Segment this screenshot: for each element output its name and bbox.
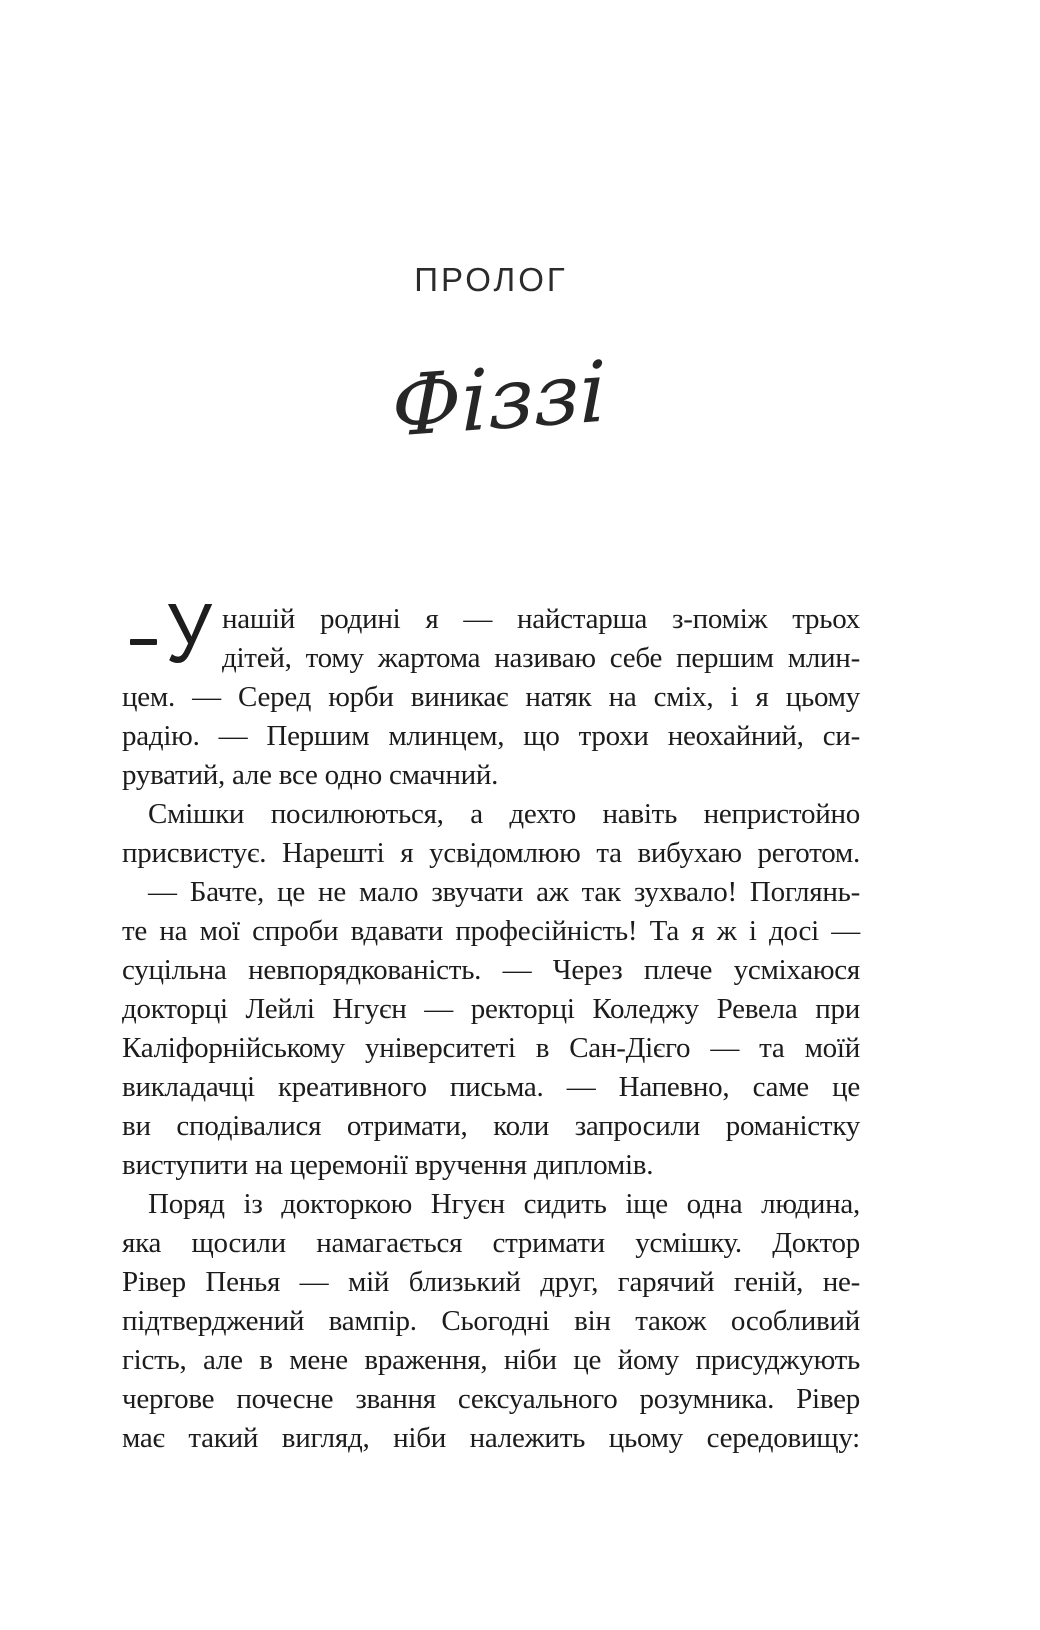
text-line: руватий, але все одно смачний. [122,759,499,791]
paragraph [122,795,860,873]
text-line: гість, але в мене враження, ніби це йому присуджують [122,1344,860,1376]
text-line: радію. — Першим млинцем, що трохи неохайний, си- [122,720,860,752]
text-line: Каліфорнійському університеті в Сан-Дієго — та моїй [122,1032,860,1064]
text-line: має такий вигляд, ніби належить цьому середовищу: [122,1422,860,1454]
text-line: цем. — Серед юрби виникає натяк на сміх, і я цьому [122,681,860,713]
text-line: суцільна невпорядкованість. — Через плече усміхаюся [122,954,860,986]
dialogue-dash [130,639,157,645]
text-line: нашій родині я — найстарша з-поміж трьох [222,603,860,635]
dropcap-block [122,586,222,680]
text-line: чергове почесне звання сексуального розумника. Рівер [122,1383,860,1415]
text-line: ви сподівалися отримати, коли запросили романістку [122,1110,860,1142]
text-line: присвистує. Нарешті я усвідомлюю та вибухаю реготом. [122,837,860,869]
text-line: те на мої спроби вдавати професійність! Та я ж і досі — [122,915,860,947]
text-line: Поряд із докторкою Нгуєн сидить іще одна людина, [148,1188,860,1220]
text-line: підтверджений вампір. Сьогодні він також особливий [122,1305,860,1337]
text-line: яка щосили намагається стримати усмішку. Доктор [122,1227,860,1259]
body-text [122,586,860,1458]
text-line: Смішки посилюються, а дехто навіть непристойно [148,798,860,830]
text-line: — Бачте, це не мало звучати аж так зухвало! Поглянь- [148,876,860,908]
text-line: Рівер Пенья — мій близький друг, гарячий геній, не- [122,1266,860,1298]
text-line: докторці Лейлі Нгуєн — ректорці Коледжу Ревела при [122,993,860,1025]
dropcap-letter: У [166,586,212,680]
chapter-title-script: Фіззі [391,342,607,456]
text-line: виступити на церемонії вручення дипломів. [122,1149,654,1181]
paragraph [122,873,860,1185]
prologue-heading: ПРОЛОГ [414,261,568,298]
paragraph [122,1185,860,1458]
paragraph [122,586,860,795]
text-line: дітей, тому жартома називаю себе першим млин- [222,642,860,674]
text-line: викладачці креативного письма. — Напевно, саме це [122,1071,860,1103]
